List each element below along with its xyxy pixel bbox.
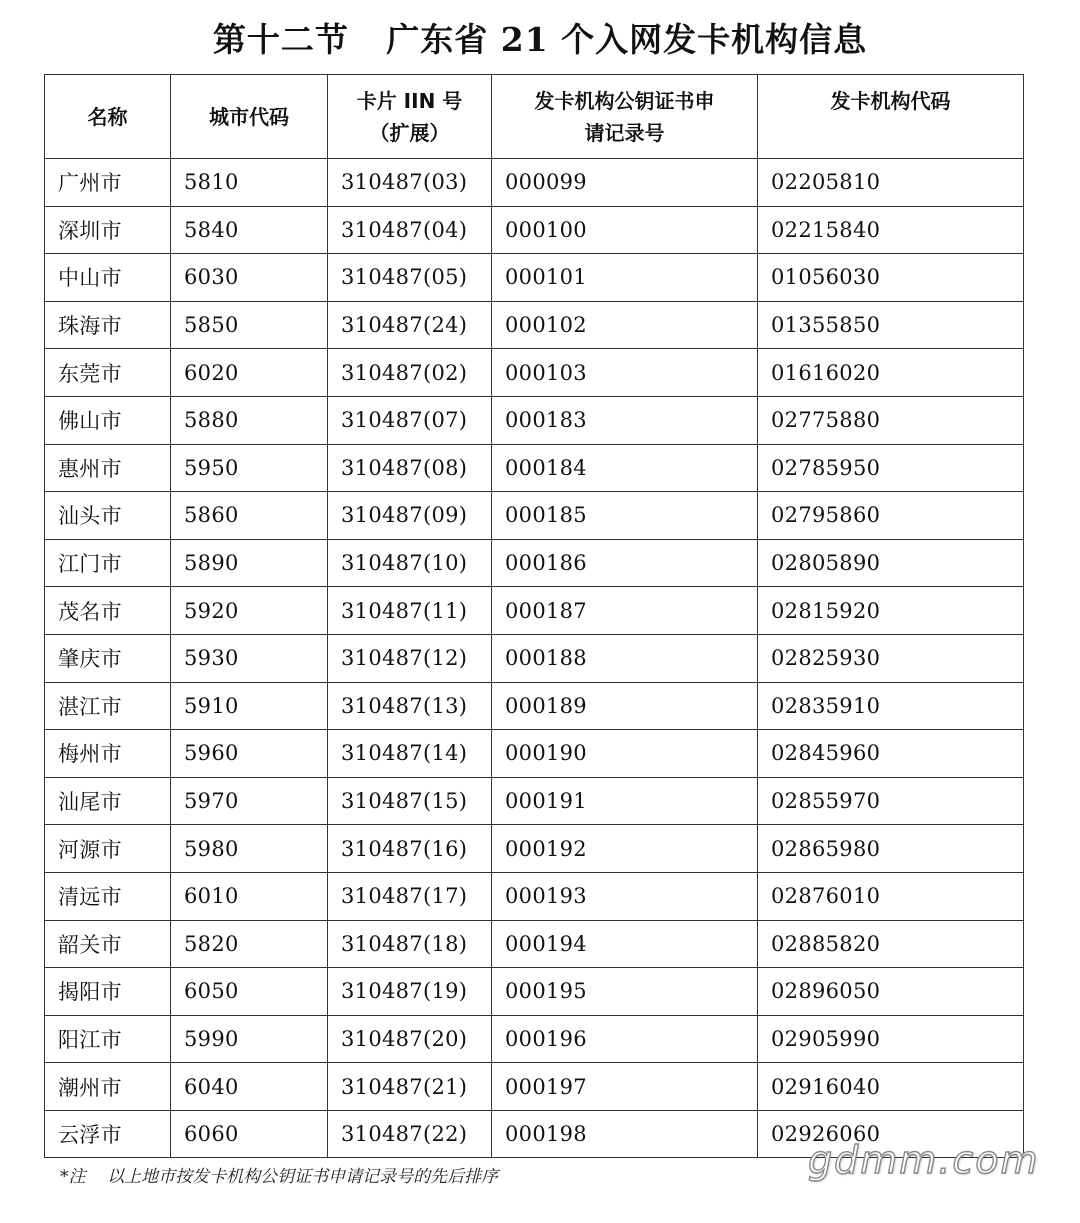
cell-cert-record-no: 000193: [492, 872, 758, 920]
cell-city-name: 汕头市: [45, 492, 171, 540]
cell-card-iin: 310487(15): [328, 777, 492, 825]
cell-card-iin: 310487(03): [328, 159, 492, 207]
cell-issuer-code: 02905990: [758, 1015, 1024, 1063]
cell-cert-record-no: 000103: [492, 349, 758, 397]
table-row: [45, 920, 1024, 968]
watermark-logo: gdmm.com: [808, 1138, 1040, 1182]
cell-city-name: 中山市: [45, 254, 171, 302]
cell-city-code: 6010: [171, 872, 328, 920]
cell-card-iin: 310487(20): [328, 1015, 492, 1063]
header-issuer-code: 发卡机构代码: [758, 75, 1024, 159]
table-row: [45, 872, 1024, 920]
table-row: [45, 587, 1024, 635]
cell-cert-record-no: 000186: [492, 539, 758, 587]
cell-issuer-code: 01056030: [758, 254, 1024, 302]
cell-issuer-code: 02885820: [758, 920, 1024, 968]
cell-card-iin: 310487(17): [328, 872, 492, 920]
cell-city-name: 河源市: [45, 825, 171, 873]
cell-city-name: 云浮市: [45, 1110, 171, 1158]
cell-city-code: 5990: [171, 1015, 328, 1063]
header-card-iin: 卡片 IIN 号 （扩展）: [328, 75, 492, 159]
table-body: [45, 159, 1024, 1158]
cell-cert-record-no: 000195: [492, 968, 758, 1016]
cell-cert-record-no: 000194: [492, 920, 758, 968]
table-row: [45, 444, 1024, 492]
cell-city-code: 6030: [171, 254, 328, 302]
cell-issuer-code: 02825930: [758, 634, 1024, 682]
cell-issuer-code: 02775880: [758, 396, 1024, 444]
cell-card-iin: 310487(18): [328, 920, 492, 968]
table-row: [45, 396, 1024, 444]
issuer-info-table: [44, 74, 1024, 1158]
cell-city-code: 5880: [171, 396, 328, 444]
cell-city-code: 5840: [171, 206, 328, 254]
cell-cert-record-no: 000101: [492, 254, 758, 302]
cell-city-code: 5960: [171, 730, 328, 778]
table-row: [45, 206, 1024, 254]
cell-city-code: 5950: [171, 444, 328, 492]
table-row: [45, 968, 1024, 1016]
cell-cert-record-no: 000196: [492, 1015, 758, 1063]
cell-city-code: 6060: [171, 1110, 328, 1158]
cell-city-code: 5890: [171, 539, 328, 587]
cell-issuer-code: 02215840: [758, 206, 1024, 254]
cell-city-code: 5930: [171, 634, 328, 682]
cell-city-code: 5810: [171, 159, 328, 207]
cell-city-name: 韶关市: [45, 920, 171, 968]
cell-cert-record-no: 000183: [492, 396, 758, 444]
cell-cert-record-no: 000198: [492, 1110, 758, 1158]
cell-cert-record-no: 000191: [492, 777, 758, 825]
cell-card-iin: 310487(16): [328, 825, 492, 873]
cell-city-name: 揭阳市: [45, 968, 171, 1016]
cell-cert-record-no: 000197: [492, 1063, 758, 1111]
cell-card-iin: 310487(07): [328, 396, 492, 444]
cell-card-iin: 310487(21): [328, 1063, 492, 1111]
table-row: [45, 682, 1024, 730]
cell-city-name: 珠海市: [45, 301, 171, 349]
cell-card-iin: 310487(08): [328, 444, 492, 492]
cell-city-code: 5920: [171, 587, 328, 635]
cell-card-iin: 310487(22): [328, 1110, 492, 1158]
table-row: [45, 254, 1024, 302]
cell-cert-record-no: 000188: [492, 634, 758, 682]
cell-issuer-code: 01355850: [758, 301, 1024, 349]
cell-issuer-code: 02926060: [758, 1110, 1024, 1158]
cell-card-iin: 310487(05): [328, 254, 492, 302]
cell-card-iin: 310487(13): [328, 682, 492, 730]
cell-card-iin: 310487(11): [328, 587, 492, 635]
cell-card-iin: 310487(09): [328, 492, 492, 540]
cell-issuer-code: 02865980: [758, 825, 1024, 873]
cell-city-code: 5850: [171, 301, 328, 349]
cell-city-name: 阳江市: [45, 1015, 171, 1063]
cell-card-iin: 310487(12): [328, 634, 492, 682]
cell-city-code: 6020: [171, 349, 328, 397]
header-name: 名称: [45, 75, 171, 159]
table-row: [45, 159, 1024, 207]
table-row: [45, 777, 1024, 825]
cell-issuer-code: 01616020: [758, 349, 1024, 397]
cell-cert-record-no: 000192: [492, 825, 758, 873]
cell-city-name: 肇庆市: [45, 634, 171, 682]
cell-cert-record-no: 000185: [492, 492, 758, 540]
cell-card-iin: 310487(04): [328, 206, 492, 254]
cell-city-code: 5910: [171, 682, 328, 730]
cell-city-name: 惠州市: [45, 444, 171, 492]
cell-cert-record-no: 000102: [492, 301, 758, 349]
cell-issuer-code: 02795860: [758, 492, 1024, 540]
cell-cert-record-no: 000190: [492, 730, 758, 778]
cell-city-name: 佛山市: [45, 396, 171, 444]
cell-card-iin: 310487(10): [328, 539, 492, 587]
cell-city-name: 汕尾市: [45, 777, 171, 825]
cell-city-code: 5820: [171, 920, 328, 968]
table-row: [45, 492, 1024, 540]
table-row: [45, 634, 1024, 682]
cell-card-iin: 310487(19): [328, 968, 492, 1016]
cell-city-name: 广州市: [45, 159, 171, 207]
cell-issuer-code: 02835910: [758, 682, 1024, 730]
cell-city-name: 东莞市: [45, 349, 171, 397]
cell-card-iin: 310487(02): [328, 349, 492, 397]
footnote: *注 以上地市按发卡机构公钥证书申请记录号的先后排序: [60, 1167, 499, 1187]
table-row: [45, 349, 1024, 397]
table-row: [45, 1015, 1024, 1063]
table-row: [45, 825, 1024, 873]
cell-city-name: 清远市: [45, 872, 171, 920]
cell-issuer-code: 02785950: [758, 444, 1024, 492]
cell-cert-record-no: 000189: [492, 682, 758, 730]
cell-city-code: 5970: [171, 777, 328, 825]
cell-issuer-code: 02815920: [758, 587, 1024, 635]
cell-issuer-code: 02896050: [758, 968, 1024, 1016]
cell-issuer-code: 02876010: [758, 872, 1024, 920]
cell-city-name: 茂名市: [45, 587, 171, 635]
cell-issuer-code: 02916040: [758, 1063, 1024, 1111]
cell-city-name: 潮州市: [45, 1063, 171, 1111]
header-city-code: 城市代码: [171, 75, 328, 159]
cell-city-code: 6050: [171, 968, 328, 1016]
cell-card-iin: 310487(24): [328, 301, 492, 349]
cell-city-code: 5980: [171, 825, 328, 873]
table-row: [45, 730, 1024, 778]
table-header-row: [45, 75, 1024, 159]
cell-issuer-code: 02855970: [758, 777, 1024, 825]
cell-cert-record-no: 000187: [492, 587, 758, 635]
cell-cert-record-no: 000100: [492, 206, 758, 254]
table-row: [45, 301, 1024, 349]
header-cert-record-no: 发卡机构公钥证书申 请记录号: [492, 75, 758, 159]
cell-city-code: 5860: [171, 492, 328, 540]
cell-issuer-code: 02845960: [758, 730, 1024, 778]
cell-issuer-code: 02805890: [758, 539, 1024, 587]
cell-city-name: 梅州市: [45, 730, 171, 778]
cell-city-name: 深圳市: [45, 206, 171, 254]
cell-card-iin: 310487(14): [328, 730, 492, 778]
table-row: [45, 539, 1024, 587]
page-title: 第十二节 广东省 21 个入网发卡机构信息: [212, 20, 868, 59]
table-row: [45, 1063, 1024, 1111]
cell-city-name: 江门市: [45, 539, 171, 587]
cell-city-name: 湛江市: [45, 682, 171, 730]
cell-city-code: 6040: [171, 1063, 328, 1111]
cell-cert-record-no: 000099: [492, 159, 758, 207]
cell-issuer-code: 02205810: [758, 159, 1024, 207]
cell-cert-record-no: 000184: [492, 444, 758, 492]
